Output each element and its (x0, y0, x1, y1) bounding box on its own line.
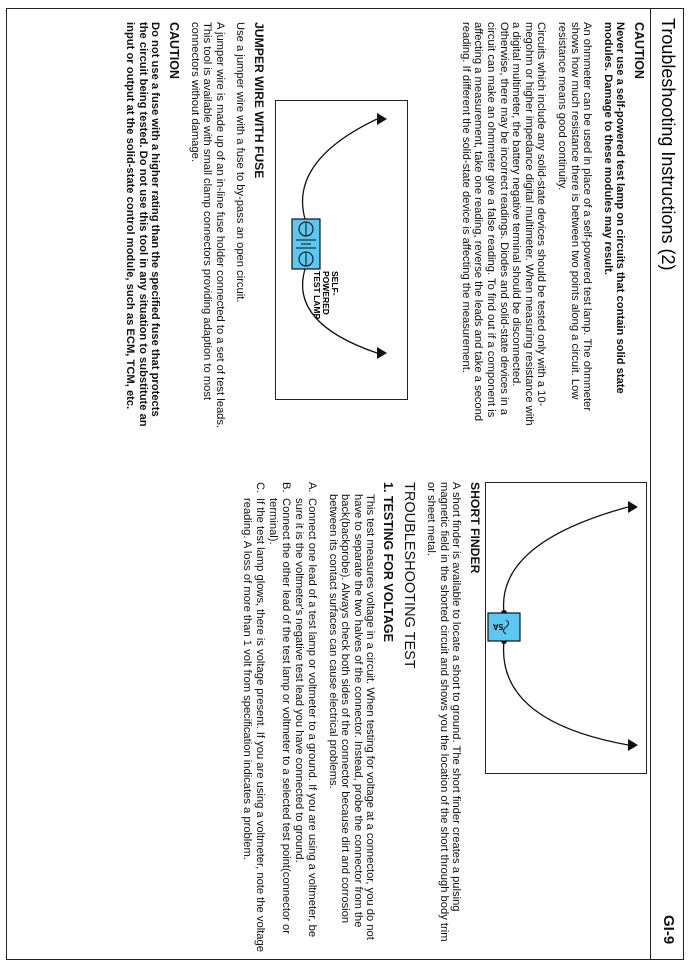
jumper-lead-left (504, 507, 628, 613)
test-lamp-label-3: TEST LAMP (312, 271, 322, 320)
solid-state-paragraph: Circuits which include any solid-state devices should be tested only with a 10-megohm or higher impedance digital multimeter. When measuring resistance with a digital multimeter, the battery negative terminal should be disconnected. Otherwise, there may be incorrect readings. Diodes and solid-state devices in a circuit can make an ohmmeter give a false reading. To find out if a component is affecting a measurement, take one reading, reverse the leads and take a second reading. If different the solid-state device is affecting the measurement. (459, 22, 548, 426)
page-number: GI-9 (660, 915, 677, 945)
clip-tip-right (628, 739, 638, 751)
jumper-paragraph: A jumper wire is made up of an in-line fuse holder connected to a set of test leads. This tool is available with small clamp connectors providing adaption to most connectors without damage. (188, 22, 226, 429)
test-lamp-label-1: SELF- (330, 271, 340, 296)
short-finder-heading: SHORT FINDER (468, 482, 482, 574)
step-item: A. Connect one lead of a test lamp or voltmeter to a ground. If you are using a voltmeter, be sure it is the voltmeter's negative test lead you have connected to ground. (293, 482, 319, 938)
jumper-heading: JUMPER WIRE WITH FUSE (252, 22, 266, 179)
header-divider (650, 8, 651, 960)
step-item: B. Connect the other lead of the test lamp or voltmeter to a selected test point(connector or terminal). (267, 482, 292, 934)
test-lead-left (303, 119, 377, 219)
page-title: Troubleshooting Instructions (2) (658, 18, 678, 271)
fuse-rating-label: 5A (492, 622, 504, 631)
clip-tip-left (628, 501, 638, 513)
caution-text: Never use a self-powered test lamp on circuits that contain solid state modules. Damage to these modules may result. (601, 22, 627, 394)
testing-voltage-heading: 1. TESTING FOR VOLTAGE (381, 482, 396, 642)
right-column (240, 482, 482, 952)
caution-text-2: Do not use a fuse with a higher rating than the specified fuse that protects the circuit being tested. Do not use this tool in any situation to substitute an input or output at the solid-state control module, such as ECM, TCM, etc. (124, 22, 162, 427)
left-column-bottom (116, 22, 265, 434)
ohmmeter-paragraph: An ohmmeter can be used in place of a self-powered test lamp. The ohmmeter shows how much resistance there is between two points along a circuit. Low resistance means good continuity. (556, 22, 594, 412)
test-lamp-label-2: POWERED (321, 271, 331, 315)
probe-tip-right (377, 347, 387, 359)
step-item: C. If the test lamp glows, there is voltage present. If you are using a voltmeter, note the voltage reading. A loss of more than 1 volt from specification indicates a problem. (241, 482, 266, 952)
test-lamp-diagram (275, 100, 408, 400)
jumper-intro: Use a jumper wire with a fuse to by-pass an open circuit. (234, 22, 247, 303)
voltage-steps (241, 482, 319, 952)
caution-heading: CAUTION (632, 22, 646, 79)
short-finder-paragraph: A short finder is available to locate a short to ground. The short finder creates a pulsing magnetic field in the shorted circuit and shows you the location of the short through body trim or sheet metal. (425, 482, 463, 942)
troubleshooting-test-heading: TROUBLESHOOTING TEST (400, 482, 417, 669)
caution-heading-2: CAUTION (167, 22, 182, 79)
jumper-lead-right (504, 641, 628, 745)
short-finder-diagram (485, 482, 647, 774)
probe-tip-left (377, 113, 387, 125)
test-lamp-svg (276, 101, 407, 399)
left-column-top (451, 22, 645, 434)
short-finder-svg (486, 483, 646, 773)
voltage-paragraph: This test measures voltage in a circuit. When testing for voltage at a connector, you do not have to separate the two halves of the connector. Instead, probe the connector from the back(backprobe). Always check both sides of the connector because dirt and corrosion between its contact surfaces can cause electrical problems. (326, 494, 377, 940)
